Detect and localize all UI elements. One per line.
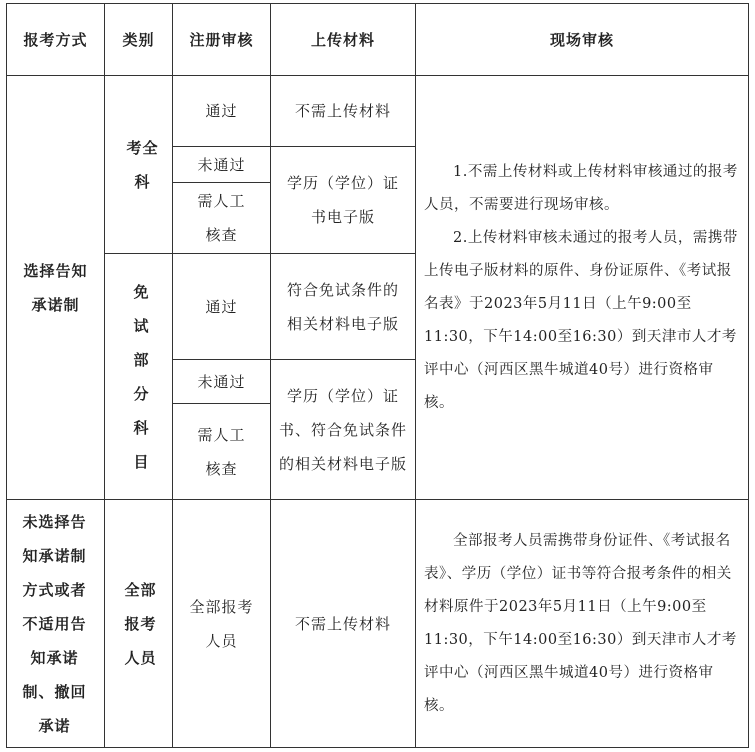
review-manual-exempt: 需人工核查 <box>173 404 271 500</box>
header-onsite-review: 现场审核 <box>416 4 749 76</box>
review-pass-exempt: 通过 <box>173 254 271 360</box>
registration-all-candidates: 全部报考人员 <box>173 500 271 748</box>
materials-fail-exempt: 学历（学位）证书、符合免试条件的相关材料电子版 <box>271 360 416 500</box>
review-pass-all: 通过 <box>173 76 271 147</box>
header-registration-review: 注册审核 <box>173 4 271 76</box>
review-manual-all: 需人工核查 <box>173 183 271 254</box>
header-upload-materials: 上传材料 <box>271 4 416 76</box>
header-category: 类别 <box>105 4 173 76</box>
registration-review-table <box>6 3 749 748</box>
review-fail-all: 未通过 <box>173 147 271 183</box>
materials-pass-all: 不需上传材料 <box>271 76 416 147</box>
materials-none: 不需上传材料 <box>271 500 416 748</box>
onsite-rule-2: 2.上传材料审核未通过的报考人员，需携带上传电子版材料的原件、身份证原件、《考试报名表》于2023年5月11日（上午9:00至11:30，下午14:00至16:30）到天津市人才考评中心（河西区黑牛城道40号）进行资格审核。 <box>424 229 738 411</box>
onsite-rule-all: 全部报考人员需携带身份证件、《考试报名表》、学历（学位）证书等符合报考条件的相关材料原件于2023年5月11日（上午9:00至11:30，下午14:00至16:30）到天津市人才考评中心（河西区黑牛城道40号）进行资格审核。 <box>424 532 737 714</box>
review-fail-exempt: 未通过 <box>173 360 271 404</box>
category-exempt: 免试部分科目 <box>105 254 173 500</box>
onsite-rule-1: 1.不需上传材料或上传材料审核通过的报考人员，不需要进行现场审核。 <box>424 163 738 213</box>
onsite-review-no-commitment <box>416 500 749 748</box>
onsite-review-commitment <box>416 76 749 500</box>
header-method: 报考方式 <box>7 4 105 76</box>
category-exam-all: 考全科 <box>105 76 173 254</box>
materials-pass-exempt: 符合免试条件的相关材料电子版 <box>271 254 416 360</box>
materials-fail-all: 学历（学位）证书电子版 <box>271 147 416 254</box>
category-all-candidates: 全部报考人员 <box>105 500 173 748</box>
method-no-commitment: 未选择告知承诺制方式或者不适用告知承诺制、撤回承诺 <box>7 500 105 748</box>
method-commitment: 选择告知承诺制 <box>7 76 105 500</box>
